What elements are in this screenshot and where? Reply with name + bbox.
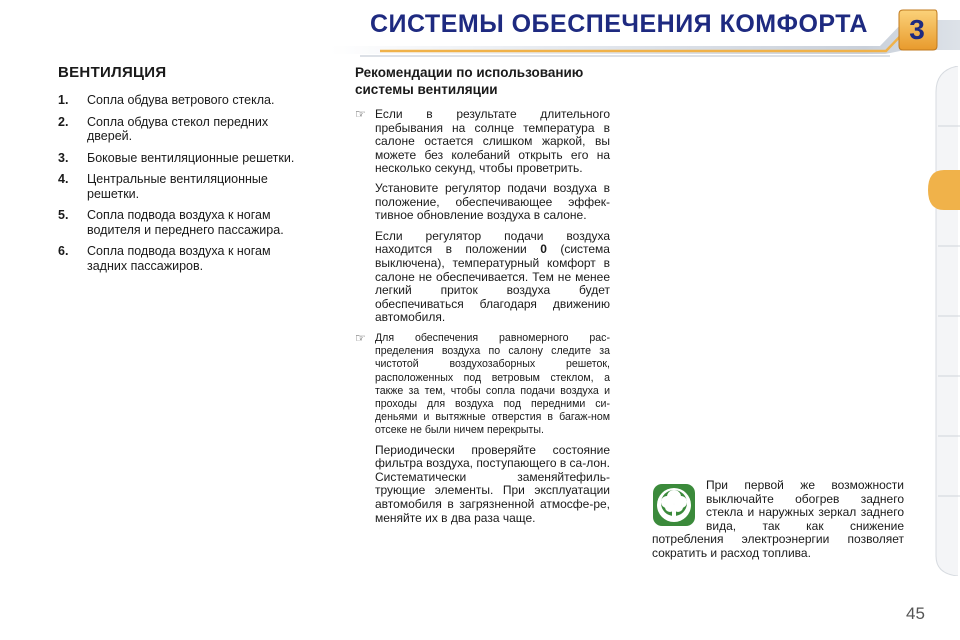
advice-bullet: ☞ Если в результате длительного пребывания на солнце температура в салоне остается слишком жаркой, вы можете без колебаний открыть его на несколько секунд, чтобы проветрить. (355, 107, 610, 176)
chapter-tabs (922, 66, 960, 576)
list-item: 4. Центральные вентиляционные решетки. (58, 172, 268, 201)
recommendations-section (355, 64, 610, 532)
eco-text: При первой же возможности выключайте обогрев заднего стекла и наружных зеркал заднего вида, так как снижение потребления электроэнергии позволяет сократить и расход топлива. (652, 478, 904, 560)
header-band (0, 0, 960, 62)
active-chapter-tab[interactable] (928, 170, 960, 210)
section-heading: ВЕНТИЛЯЦИЯ (58, 64, 167, 81)
tree-icon (652, 483, 696, 527)
advice-paragraph: Установите регулятор подачи воздуха в положение, обеспечивающее эффек-тивное обновление воздуха в салоне. (375, 180, 610, 223)
recommendations-heading: Рекомендации по использованию системы вентиляции (355, 65, 584, 97)
page-number: 45 (906, 604, 925, 623)
eco-tip (652, 479, 904, 561)
advice-paragraph: Если регулятор подачи воздуха находится в положении 0 (система выключена), температурный комфорт в салоне не обеспечивается. Тем не менее легкий приток воздуха будет обеспечиваться благодаря движению автомобиля. (375, 228, 610, 325)
list-item: 5. Сопла подвода воздуха к ногам водителя и переднего пассажира. (58, 208, 284, 237)
list-item: 1. Сопла обдува ветрового стекла. (58, 93, 275, 107)
advice-bullet: ☞ Для обеспечения равномерного рас-пределения воздуха по салону следите за чистотой воздухозаборных решеток, расположенных под ветровым стеклом, а также за тем, чтобы сопла подачи воздуха и проходы для воздуха под передними си-деньями и вытяжные отверстия в багаж-ном отсеке не были ничем перекрыты. (355, 330, 610, 437)
ventilation-section (58, 64, 308, 280)
chapter-number: 3 (909, 14, 925, 45)
pointing-hand-icon: ☞ (355, 107, 366, 121)
list-item: 2. Сопла обдува стекол передних дверей. (58, 114, 269, 143)
list-item: 3. Боковые вентиляционные решетки. (58, 150, 295, 165)
list-item: 6. Сопла подвода воздуха к ногам задних пассажиров. (58, 244, 271, 273)
advice-paragraph: Периодически проверяйте состояние фильтра воздуха, поступающего в са-лон. Систематически заменяйтефиль-трующие элементы. При эксплуатации автомобиля в загрязненной атмосфе-ре, меняйте их в два раза чаще. (375, 442, 610, 525)
chapter-title: СИСТЕМЫ ОБЕСПЕЧЕНИЯ КОМФОРТА (369, 10, 868, 38)
chapter-badge (895, 8, 939, 52)
pointing-hand-icon: ☞ (355, 330, 366, 345)
